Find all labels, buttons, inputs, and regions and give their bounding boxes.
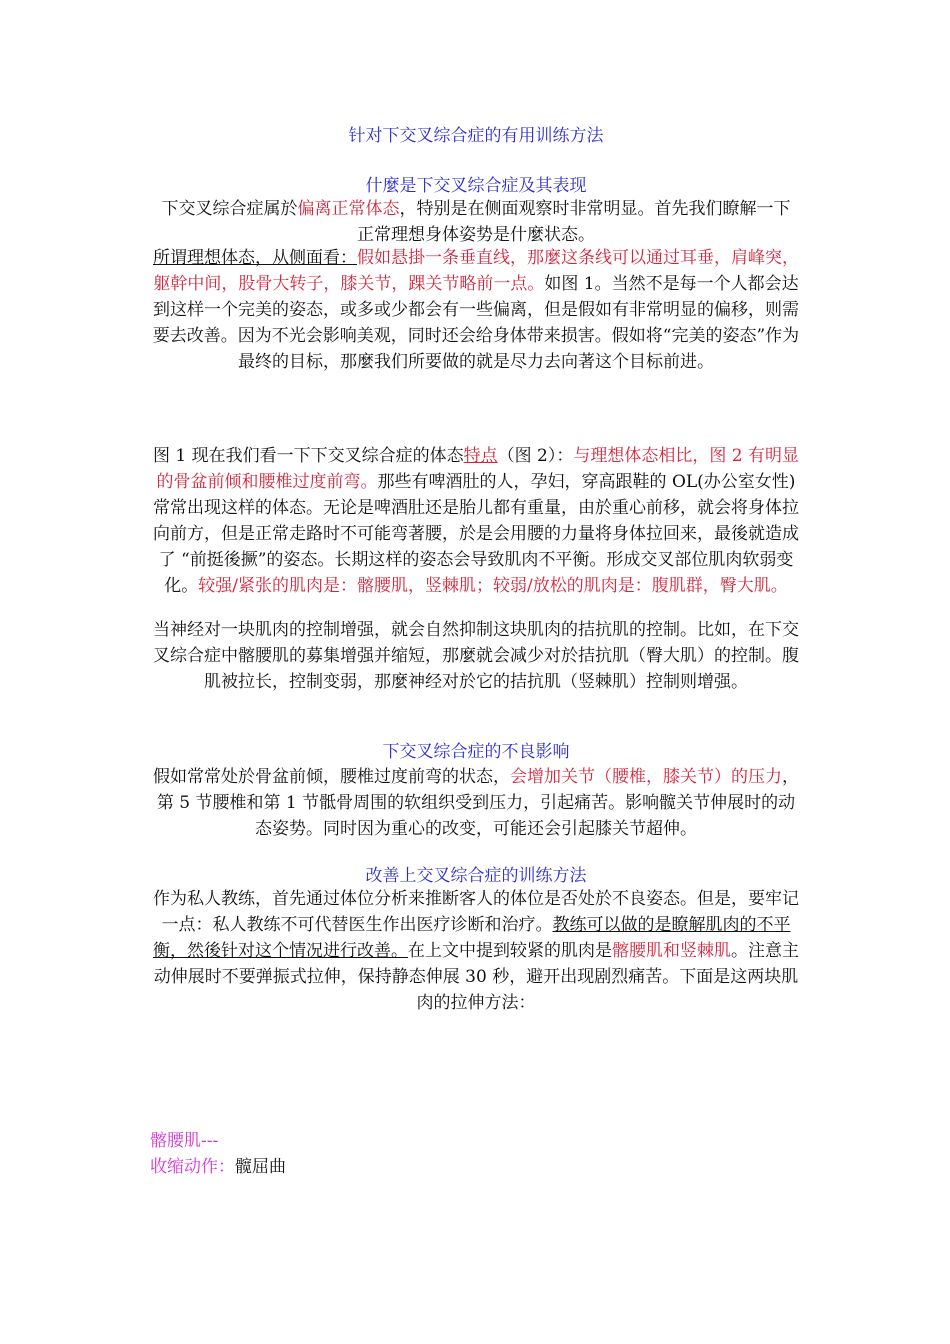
training-text-c: 。注意主动伸展时不要弹振式拉伸，保持静态伸展 30 秒，避开出现剧烈痛苦。下面是这两块肌肉的拉伸方法： <box>153 941 799 1013</box>
paragraph-training <box>150 886 802 1016</box>
training-underlined: 教练可以做的是瞭解肌肉的不平衡，然後针对这个情况进行改善。 <box>153 915 791 961</box>
paragraph-intro <box>150 196 802 248</box>
training-text-a: 作为私人教练，首先通过体位分析来推断客人的体位是否处於不良姿态。但是，要牢记一点：私人教练不可代替医生作出医疗诊断和治疗。 <box>153 889 799 935</box>
ideal-posture-highlight: 假如悬掛一条垂直线，那麼这条线可以通过耳垂，肩峰突，躯幹中间，股骨大转子，膝关节，踝关节略前一点。 <box>153 248 799 294</box>
intro-text-a: 下交叉综合症属於 <box>161 199 298 219</box>
paragraph-nerve-control: 当神经对一块肌肉的控制增强，就会自然抑制这块肌肉的拮抗肌的控制。比如，在下交叉综合症中髂腰肌的募集增强并缩短，那麼就会减少对於拮抗肌（臀大肌）的控制。腹肌被拉长，控制变弱，那麼神经对於它的拮抗肌（竖棘肌）控制则增强。 <box>153 620 799 692</box>
action-label: 收缩动作： <box>150 1157 235 1177</box>
section-heading-effects: 下交叉综合症的不良影响 <box>382 742 570 762</box>
paragraph-ideal-posture <box>150 245 802 375</box>
action-line <box>150 1154 286 1180</box>
muscle-label: 髂腰肌--- <box>150 1131 219 1151</box>
effects-text-b: ，第 5 节腰椎和第 1 节骶骨周围的软组织受到压力，引起痛苦。影响髋关节伸展时的动态姿势。同时因为重心的改变，可能还会引起膝关节超伸。 <box>156 767 799 839</box>
figure-text-a: 图 1 现在我们看一下下交叉综合症的体态 <box>153 446 464 466</box>
training-highlight: 髂腰肌和竖棘肌 <box>612 941 731 961</box>
figure-text-b: （图 2）： <box>497 446 574 466</box>
figure-text-c: 那些有啤酒肚的人，孕妇，穿高跟鞋的 OL(办公室女性)常常出现这样的体态。无论是啤酒肚还是胎儿都有重量，由於重心前移，就会将身体拉向前方，但是正常走路时不可能弯著腰，於是会用腰的力量将身体拉回来，最後就造成了 “前挺後撅”的姿态。长期这样的姿态会导致肌肉不平衡。形成交叉部位肌肉软弱变化。 <box>153 472 799 596</box>
paragraph-effects <box>150 764 802 842</box>
muscle-highlight: 较强/紧张的肌肉是：髂腰肌，竖棘肌；较弱/放松的肌肉是：腹肌群，臀大肌。 <box>198 576 788 596</box>
section-heading-training: 改善上交叉综合症的训练方法 <box>365 866 587 886</box>
figure-highlight: 与理想体态相比，图 2 有明显的骨盆前倾和腰椎过度前弯。 <box>156 446 799 492</box>
intro-text-b: ，特别是在侧面观察时非常明显。首先我们瞭解一下正常理想身体姿势是什麼状态。 <box>357 199 791 245</box>
effects-text-a: 假如常常处於骨盆前倾，腰椎过度前弯的状态， <box>153 767 510 787</box>
ideal-posture-underlined: 所谓理想体态，从侧面看： <box>153 248 357 268</box>
ideal-posture-text: 如图 1。当然不是每一个人都会达到这样一个完美的姿态，或多或少都会有一些偏离，但是假如有非常明显的偏移，则需要去改善。因为不光会影响美观，同时还会给身体带来损害。假如将“完美的姿态”作为最终的目标，那麼我们所要做的就是尽力去向著这个目标前进。 <box>152 274 800 372</box>
training-text-b: 在上文中提到较紧的肌肉是 <box>408 941 612 961</box>
intro-highlight: 偏离正常体态 <box>297 199 400 219</box>
section-heading-what-is: 什麼是下交叉综合症及其表现 <box>365 176 587 196</box>
paragraph-figure-description <box>150 443 802 599</box>
effects-highlight: 会增加关节（腰椎，膝关节）的压力 <box>510 767 782 787</box>
action-value: 髋屈曲 <box>235 1157 286 1177</box>
document-title: 针对下交叉综合症的有用训练方法 <box>348 126 604 146</box>
feature-link[interactable]: 特点 <box>463 446 498 466</box>
